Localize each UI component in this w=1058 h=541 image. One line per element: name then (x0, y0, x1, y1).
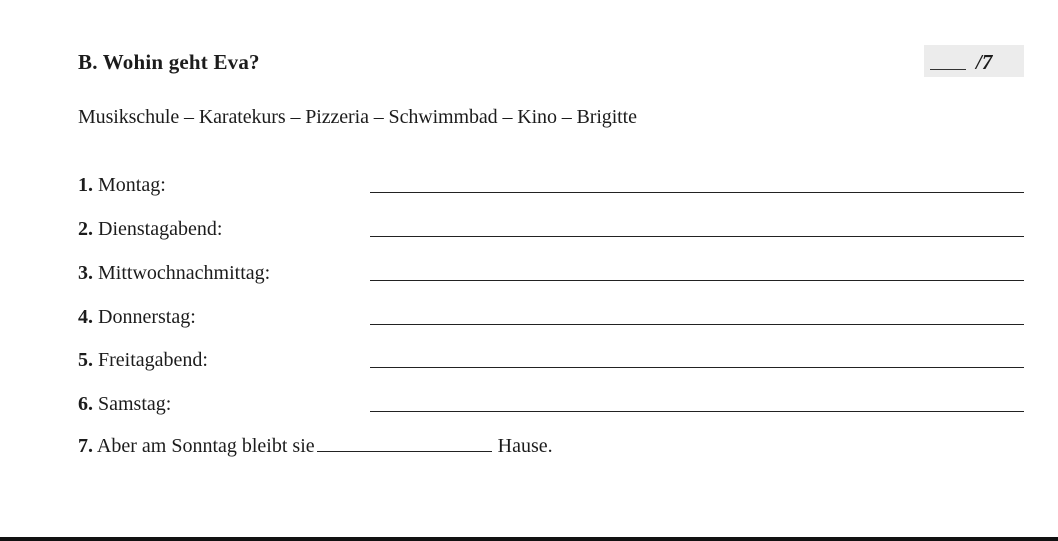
item-number: 3. (78, 262, 93, 284)
score-total: /7 (976, 50, 993, 74)
inline-answer-blank[interactable] (317, 433, 492, 452)
bottom-rule (0, 537, 1058, 541)
item-number: 4. (78, 306, 93, 328)
item-label: Montag: (98, 174, 166, 196)
answer-line-1[interactable] (370, 192, 1024, 193)
word-bank: Musikschule – Karatekurs – Pizzeria – Schwimmbad – Kino – Brigitte (78, 106, 637, 128)
list-item (78, 349, 208, 372)
list-item (78, 262, 270, 285)
item-number: 5. (78, 349, 93, 371)
item-number: 6. (78, 393, 93, 415)
list-item (78, 306, 196, 329)
item-label: Freitagabend: (98, 349, 208, 371)
item-number: 7. (78, 435, 93, 457)
answer-line-6[interactable] (370, 411, 1024, 412)
sentence-start: Aber am Sonntag bleibt sie (96, 435, 315, 457)
score-blank[interactable] (930, 69, 966, 70)
item-number: 1. (78, 174, 93, 196)
list-item (78, 218, 222, 241)
item-label: Donnerstag: (98, 306, 196, 328)
item-label: Mittwochnachmittag: (98, 262, 271, 284)
item-label: Dienstagabend: (98, 218, 223, 240)
answer-line-5[interactable] (370, 367, 1024, 368)
answer-line-2[interactable] (370, 236, 1024, 237)
exercise-title: B. Wohin geht Eva? (78, 50, 260, 74)
sentence-end: Hause. (497, 435, 553, 457)
list-item-final (78, 433, 553, 458)
answer-line-3[interactable] (370, 280, 1024, 281)
item-number: 2. (78, 218, 93, 240)
answer-line-4[interactable] (370, 324, 1024, 325)
score-box (924, 45, 1024, 77)
list-item (78, 393, 171, 416)
item-label: Samstag: (98, 393, 172, 415)
list-item (78, 174, 166, 197)
